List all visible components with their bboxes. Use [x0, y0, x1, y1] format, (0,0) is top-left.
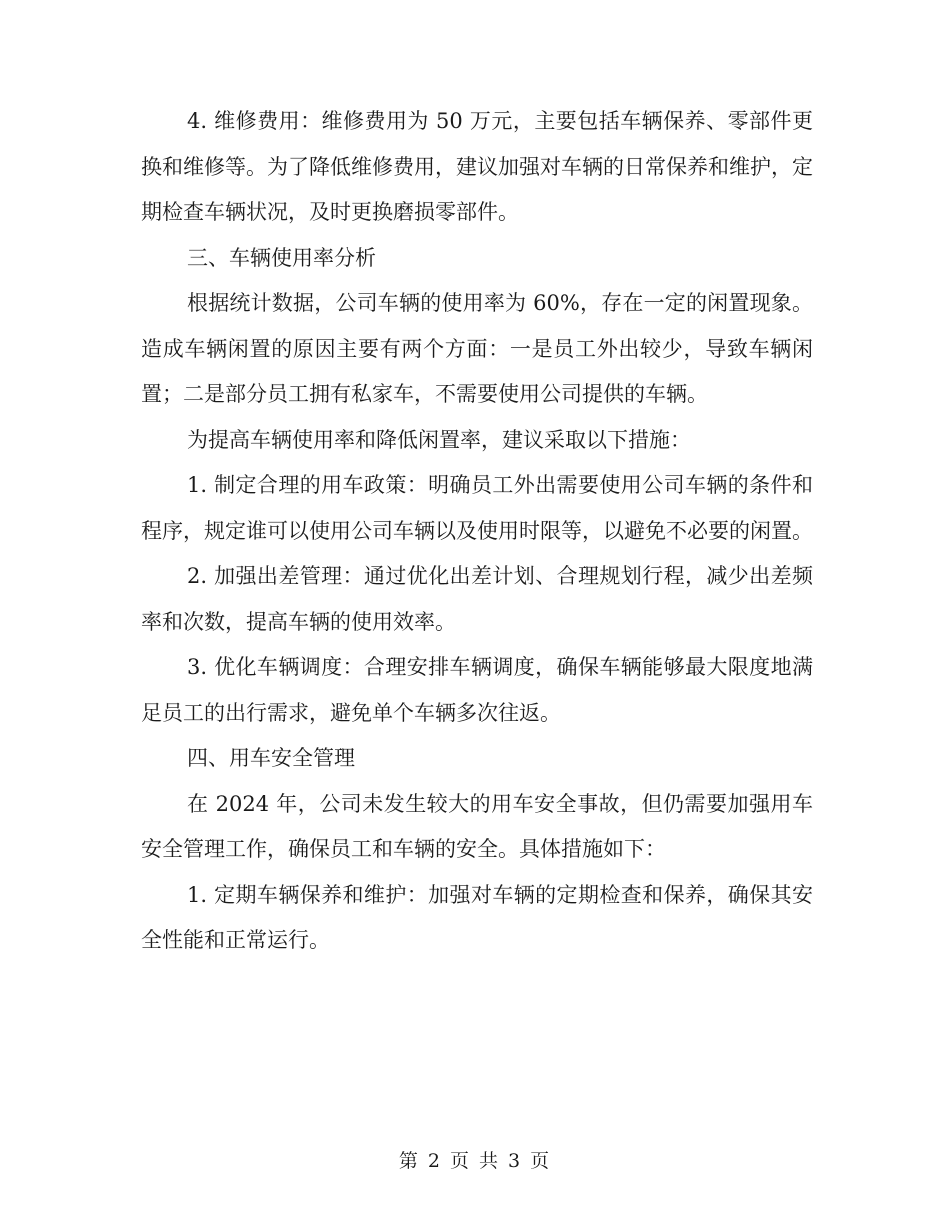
- paragraph-safety-intro: 在 2024 年，公司未发生较大的用车安全事故，但仍需要加强用车安全管理工作，确保员工和车辆的安全。具体措施如下：: [141, 791, 813, 861]
- page-number-footer: 第 2 页 共 3 页: [398, 1150, 552, 1172]
- paragraph-measure-1: 1. 制定合理的用车政策：明确员工外出需要使用公司车辆的条件和程序，规定谁可以使用公司车辆以及使用时限等，以避免不必要的闲置。: [141, 473, 813, 543]
- paragraph-maintenance-cost: 4. 维修费用：维修费用为 50 万元，主要包括车辆保养、零部件更换和维修等。为了降低维修费用，建议加强对车辆的日常保养和维护，定期检查车辆状况，及时更换磨损零部件。: [141, 109, 813, 224]
- paragraph-utilization-analysis: 根据统计数据，公司车辆的使用率为 60%，存在一定的闲置现象。造成车辆闲置的原因主要有两个方面：一是员工外出较少，导致车辆闲置；二是部分员工拥有私家车，不需要使用公司提供的车辆。: [141, 291, 813, 406]
- paragraph-measures-intro: 为提高车辆使用率和降低闲置率，建议采取以下措施：: [187, 427, 691, 452]
- section-heading-vehicle-utilization: 三、车辆使用率分析: [187, 245, 376, 270]
- page-body: [141, 99, 813, 964]
- paragraph-measure-2: 2. 加强出差管理：通过优化出差计划、合理规划行程，减少出差频率和次数，提高车辆的使用效率。: [141, 564, 813, 634]
- paragraph-measure-3: 3. 优化车辆调度：合理安排车辆调度，确保车辆能够最大限度地满足员工的出行需求，避免单个车辆多次往返。: [141, 655, 813, 725]
- section-heading-safety-management: 四、用车安全管理: [187, 746, 355, 770]
- paragraph-safety-measure-1: 1. 定期车辆保养和维护：加强对车辆的定期检查和保养，确保其安全性能和正常运行。: [141, 882, 813, 952]
